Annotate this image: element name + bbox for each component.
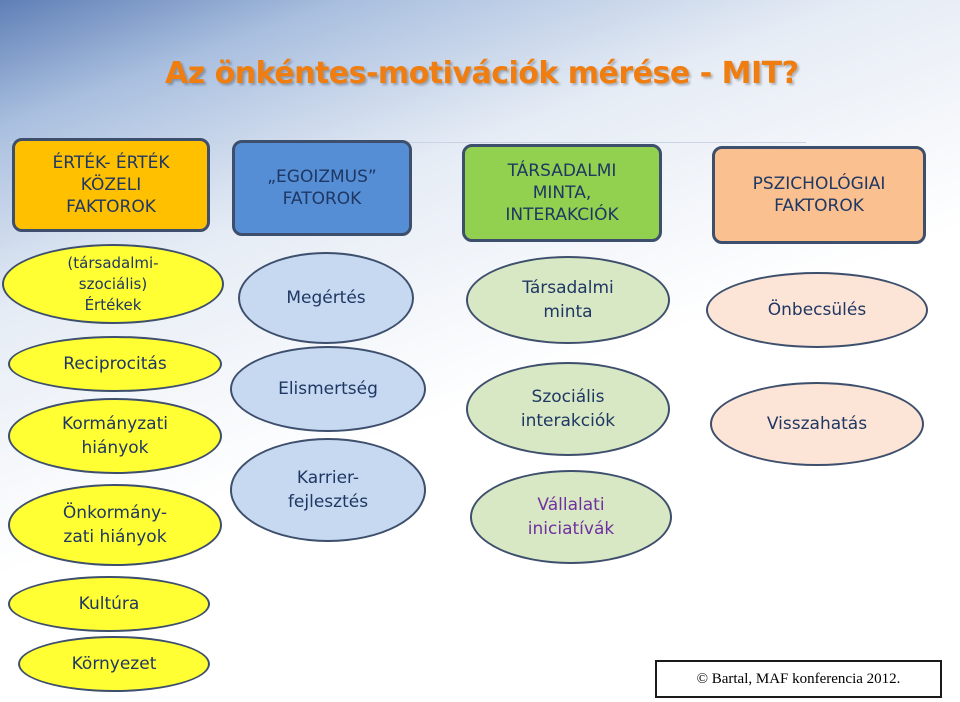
node-kornyezet: Környezet [18,636,210,692]
header-pszichologiai-faktorok: PSZICHOLÓGIAI FAKTOROK [712,146,926,244]
node-tarsadalmi-minta: Társadalmi minta [466,256,670,344]
node-vallalati-iniciativak: Vállalati iniciatívák [470,470,672,564]
node-onbecsules: Önbecsülés [706,272,928,348]
node-kultura: Kultúra [8,576,210,632]
node-szocialis-interakciok: Szociális interakciók [466,362,670,456]
header-ertek-faktorok: ÉRTÉK- ÉRTÉK KÖZELI FAKTOROK [12,138,210,232]
node-ertekek: (társadalmi- szociális) Értékek [2,244,224,324]
node-karrierfejlesztes: Karrier- fejlesztés [230,438,426,542]
header-tarsadalmi-minta: TÁRSADALMI MINTA, INTERAKCIÓK [462,144,662,242]
node-kormanyzati-hianyok: Kormányzati hiányok [8,398,222,474]
node-elismertseg: Elismertség [230,346,426,432]
header-egoizmus-fatorok: „EGOIZMUS” FATOROK [232,140,412,236]
credit-box: © Bartal, MAF konferencia 2012. [655,660,942,698]
node-onkormanyzati-hianyok: Önkormány- zati hiányok [8,484,222,566]
page-title: Az önkéntes-motivációk mérése - MIT? [165,56,799,91]
node-reciprocitas: Reciprocitás [8,336,222,392]
node-visszahatas: Visszahatás [710,382,924,466]
node-megertes: Megértés [238,252,414,344]
